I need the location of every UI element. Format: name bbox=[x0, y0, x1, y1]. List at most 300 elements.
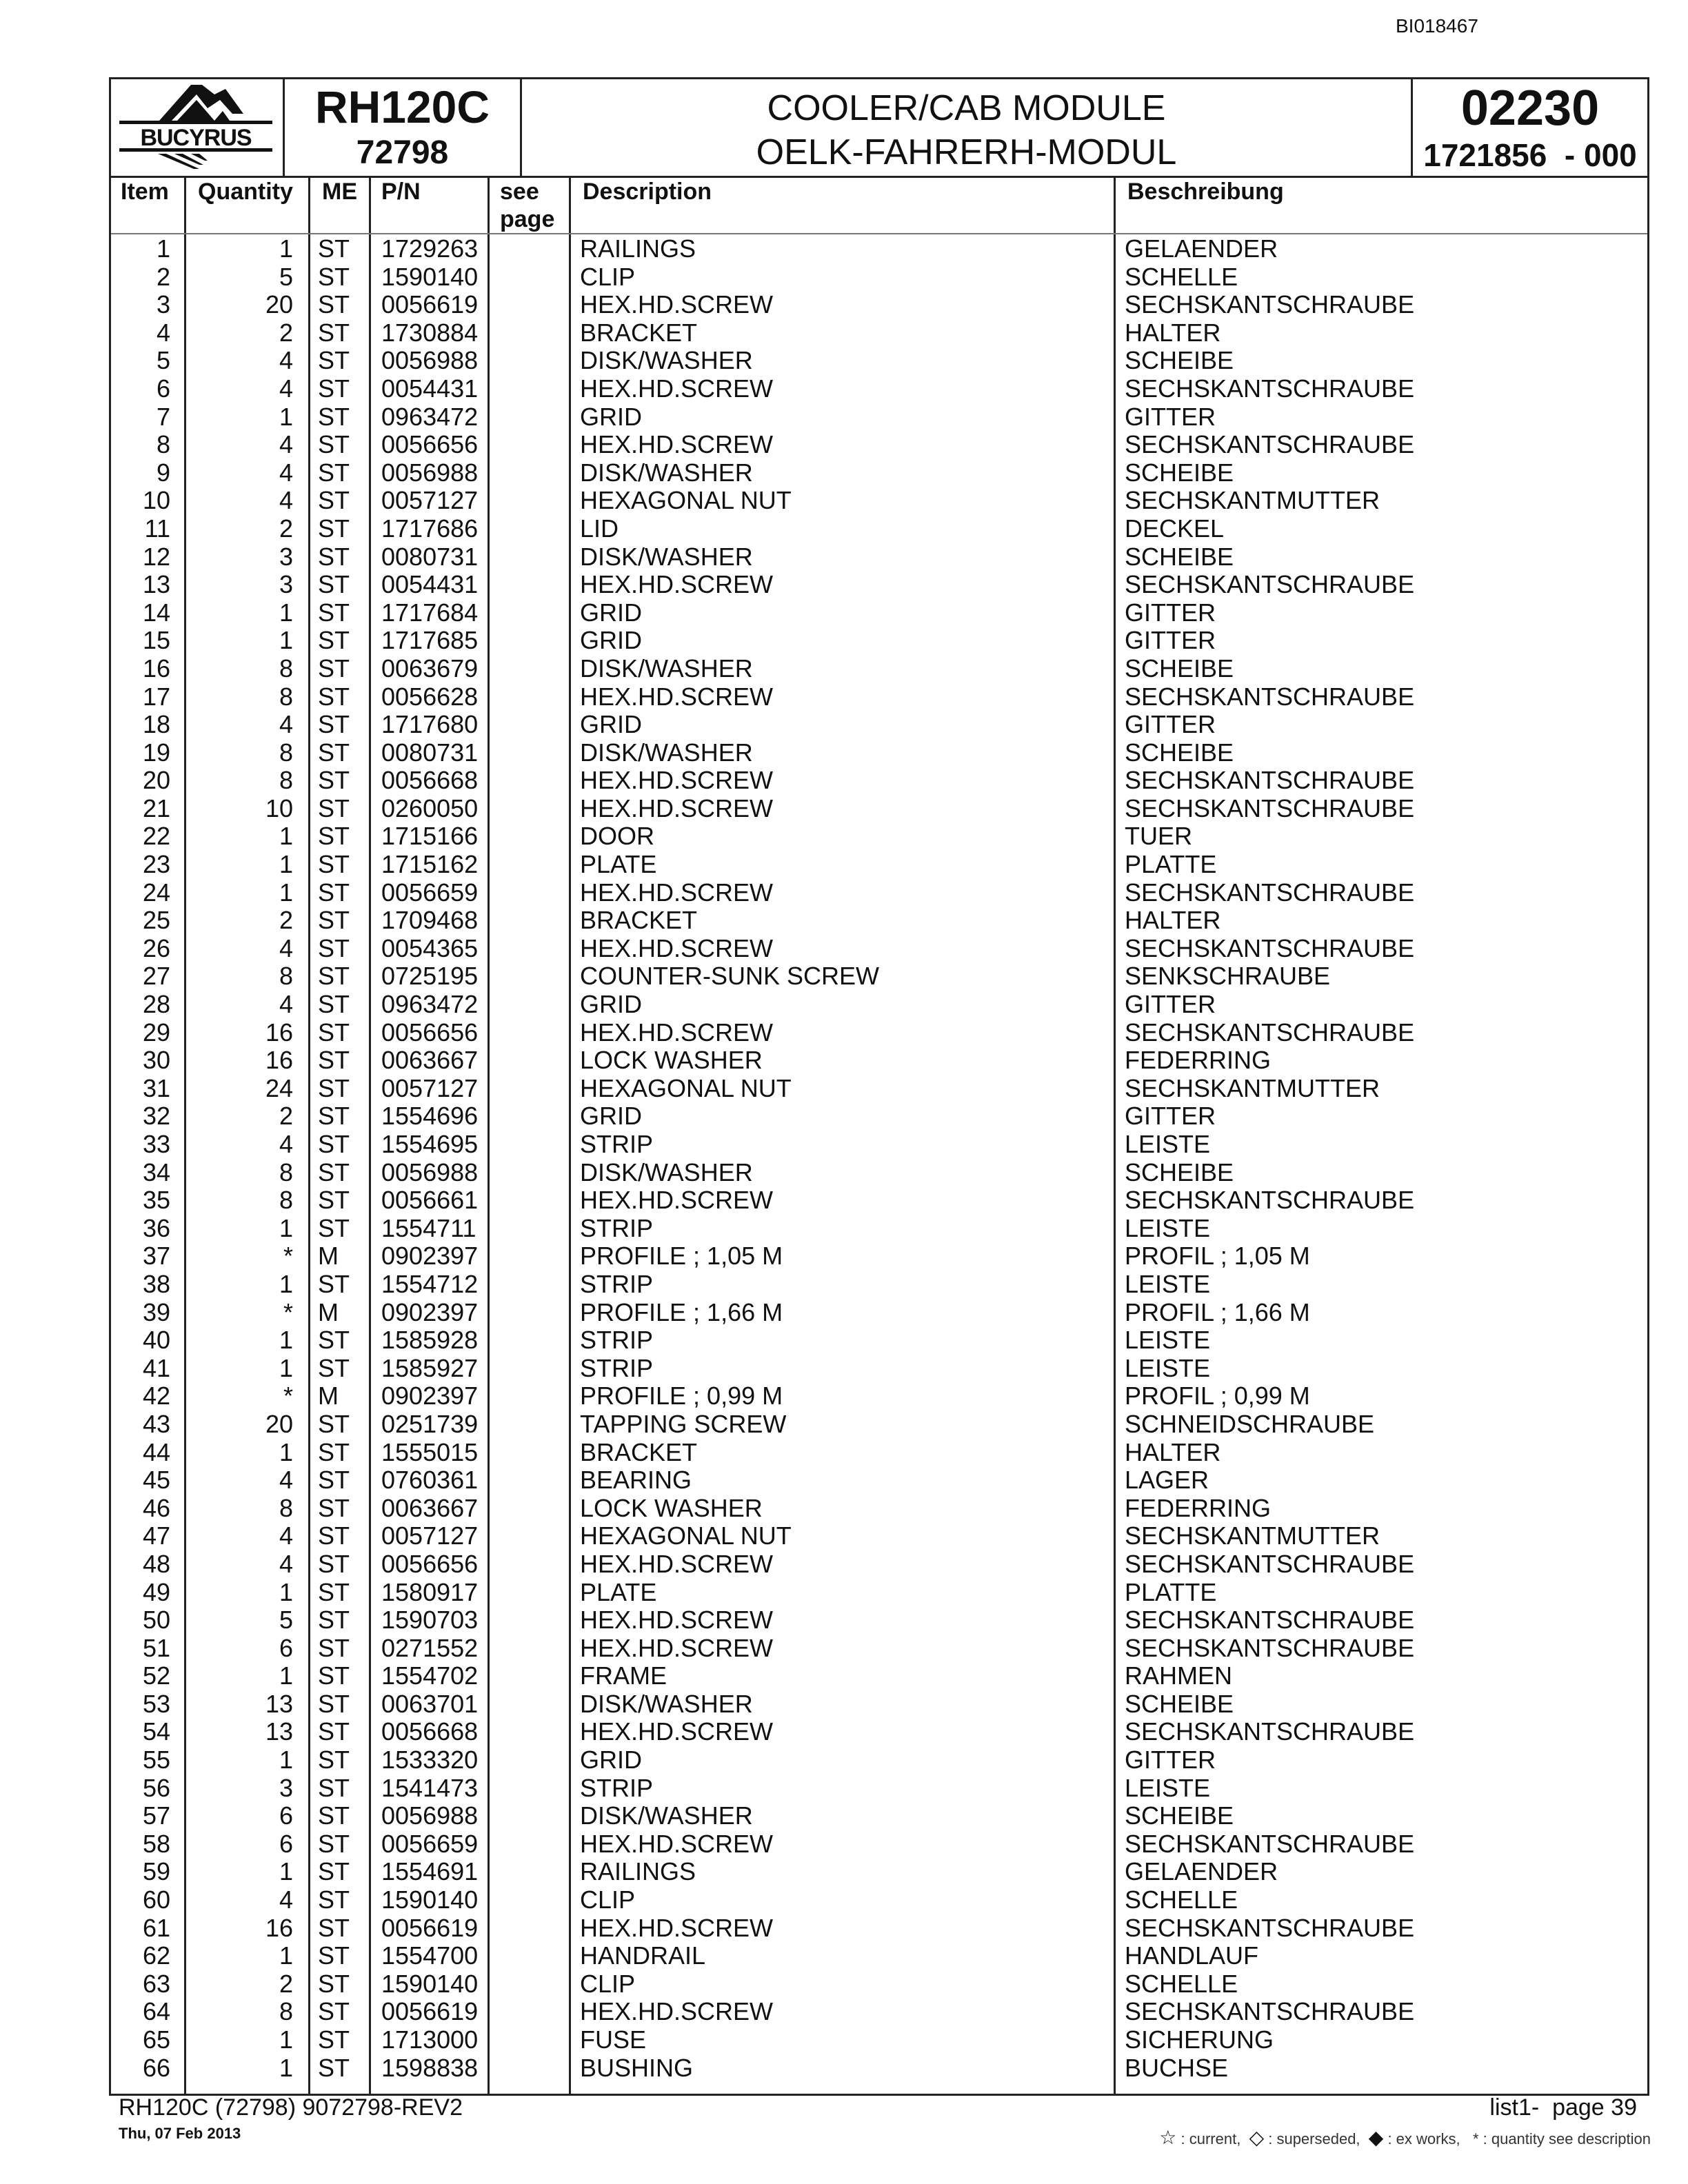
cell-part-number: 1717680 bbox=[381, 710, 479, 739]
cell-description: HEXAGONAL NUT bbox=[580, 486, 792, 515]
cell-quantity: 4 bbox=[279, 1521, 293, 1550]
cell-unit: M bbox=[318, 1297, 339, 1326]
table-row bbox=[111, 1690, 1647, 1719]
cell-beschreibung: SCHEIBE bbox=[1125, 654, 1234, 682]
cell-description: STRIP bbox=[580, 1130, 654, 1158]
table-row bbox=[111, 1326, 1647, 1355]
cell-part-number: 1709468 bbox=[381, 906, 479, 935]
cell-unit: ST bbox=[318, 682, 350, 711]
cell-part-number: 1590140 bbox=[381, 1885, 479, 1914]
cell-unit: ST bbox=[318, 2053, 350, 2082]
cell-part-number: 1554691 bbox=[381, 1857, 479, 1886]
cell-part-number: 1598838 bbox=[381, 2053, 479, 2082]
group-number-cell bbox=[1413, 79, 1647, 176]
cell-unit: ST bbox=[318, 402, 350, 431]
footer-reference: RH120C (72798) 9072798-REV2 bbox=[119, 2094, 463, 2121]
cell-quantity: 16 bbox=[265, 1913, 293, 1942]
header-pn: P/N bbox=[381, 179, 421, 205]
cell-beschreibung: LAGER bbox=[1125, 1466, 1209, 1495]
cell-beschreibung: GITTER bbox=[1125, 710, 1216, 739]
cell-item: 32 bbox=[142, 1102, 170, 1131]
cell-unit: ST bbox=[318, 738, 350, 767]
cell-item: 57 bbox=[142, 1801, 170, 1830]
column-header-row bbox=[111, 178, 1647, 233]
diamond-outline-icon: ◇ bbox=[1249, 2127, 1265, 2148]
cell-description: DOOR bbox=[580, 822, 654, 851]
table-row bbox=[111, 2054, 1647, 2083]
cell-item: 58 bbox=[142, 1829, 170, 1858]
cell-description: DISK/WASHER bbox=[580, 542, 753, 571]
cell-item: 24 bbox=[142, 878, 170, 907]
cell-description: HANDRAIL bbox=[580, 1941, 706, 1970]
cell-unit: ST bbox=[318, 486, 350, 515]
cell-part-number: 0725195 bbox=[381, 962, 479, 991]
cell-description: RAILINGS bbox=[580, 1857, 696, 1886]
cell-beschreibung: SECHSKANTSCHRAUBE bbox=[1125, 878, 1415, 907]
footer-legend bbox=[1159, 2126, 1651, 2149]
cell-unit: ST bbox=[318, 710, 350, 739]
cell-description: BRACKET bbox=[580, 1437, 698, 1466]
cell-part-number: 0056659 bbox=[381, 1829, 479, 1858]
cell-unit: ST bbox=[318, 1269, 350, 1298]
table-row bbox=[111, 1215, 1647, 1243]
table-row bbox=[111, 1522, 1647, 1550]
table-row bbox=[111, 962, 1647, 991]
cell-item: 55 bbox=[142, 1746, 170, 1775]
cell-part-number: 0902397 bbox=[381, 1297, 479, 1326]
cell-unit: ST bbox=[318, 1018, 350, 1046]
legend-quantity-note: : quantity see description bbox=[1483, 2130, 1651, 2147]
cell-unit: ST bbox=[318, 542, 350, 571]
cell-description: PROFILE ; 1,05 M bbox=[580, 1242, 783, 1271]
header-item: Item bbox=[121, 179, 169, 205]
parts-list-frame bbox=[109, 77, 1649, 2096]
table-row bbox=[111, 1382, 1647, 1410]
cell-description: HEX.HD.SCREW bbox=[580, 1633, 774, 1662]
cell-unit: ST bbox=[318, 430, 350, 459]
cell-unit: ST bbox=[318, 1913, 350, 1942]
logo-wordmark: BUCYRUS bbox=[140, 125, 252, 151]
cell-part-number: 1554695 bbox=[381, 1130, 479, 1158]
cell-quantity: 1 bbox=[279, 1941, 293, 1970]
cell-item: 36 bbox=[142, 1213, 170, 1242]
cell-description: STRIP bbox=[580, 1353, 654, 1382]
cell-description: PLATE bbox=[580, 850, 657, 879]
cell-description: HEX.HD.SCREW bbox=[580, 1829, 774, 1858]
cell-item: 48 bbox=[142, 1549, 170, 1578]
title-cell bbox=[522, 79, 1413, 176]
cell-quantity: 2 bbox=[279, 1102, 293, 1131]
cell-item: 9 bbox=[156, 458, 170, 487]
cell-quantity: 1 bbox=[279, 598, 293, 627]
table-row bbox=[111, 515, 1647, 543]
cell-description: HEX.HD.SCREW bbox=[580, 793, 774, 822]
cell-description: HEX.HD.SCREW bbox=[580, 766, 774, 795]
cell-description: PROFILE ; 1,66 M bbox=[580, 1297, 783, 1326]
cell-part-number: 0063701 bbox=[381, 1689, 479, 1718]
footer-page-number: list1- page 39 bbox=[1489, 2094, 1637, 2121]
cell-part-number: 1541473 bbox=[381, 1773, 479, 1802]
cell-description: HEX.HD.SCREW bbox=[580, 933, 774, 962]
table-row bbox=[111, 1355, 1647, 1383]
cell-quantity: 4 bbox=[279, 990, 293, 1019]
cell-item: 19 bbox=[142, 738, 170, 767]
cell-unit: ST bbox=[318, 1606, 350, 1635]
cell-quantity: 1 bbox=[279, 1857, 293, 1886]
title-german: OELK-FAHRERH-MODUL bbox=[756, 132, 1177, 172]
cell-description: CLIP bbox=[580, 262, 636, 291]
legend-ex-works: : ex works, bbox=[1387, 2130, 1460, 2147]
cell-item: 17 bbox=[142, 682, 170, 711]
cell-beschreibung: HALTER bbox=[1125, 1437, 1221, 1466]
cell-unit: ST bbox=[318, 1829, 350, 1858]
table-row bbox=[111, 1662, 1647, 1690]
cell-part-number: 1585928 bbox=[381, 1326, 479, 1355]
cell-item: 47 bbox=[142, 1521, 170, 1550]
cell-description: DISK/WASHER bbox=[580, 1801, 753, 1830]
table-row bbox=[111, 1019, 1647, 1047]
cell-quantity: 13 bbox=[265, 1717, 293, 1746]
cell-beschreibung: SCHEIBE bbox=[1125, 346, 1234, 375]
cell-beschreibung: SECHSKANTSCHRAUBE bbox=[1125, 374, 1415, 403]
cell-unit: ST bbox=[318, 1633, 350, 1662]
cell-unit: ST bbox=[318, 1773, 350, 1802]
cell-part-number: 0056988 bbox=[381, 346, 479, 375]
cell-beschreibung: SCHEIBE bbox=[1125, 1801, 1234, 1830]
cell-unit: ST bbox=[318, 1941, 350, 1970]
cell-quantity: 4 bbox=[279, 1549, 293, 1578]
cell-quantity: * bbox=[283, 1382, 293, 1410]
assembly-part-number: 1721856 - 000 bbox=[1423, 137, 1637, 173]
cell-item: 39 bbox=[142, 1297, 170, 1326]
cell-description: HEX.HD.SCREW bbox=[580, 1997, 774, 2026]
cell-beschreibung: HALTER bbox=[1125, 318, 1221, 347]
cell-description: RAILINGS bbox=[580, 234, 696, 263]
cell-description: LOCK WASHER bbox=[580, 1046, 763, 1075]
cell-part-number: 0080731 bbox=[381, 738, 479, 767]
cell-item: 26 bbox=[142, 933, 170, 962]
legend-quantity-symbol: * bbox=[1472, 2130, 1479, 2147]
cell-part-number: 0063679 bbox=[381, 654, 479, 682]
cell-part-number: 1713000 bbox=[381, 2025, 479, 2054]
table-row bbox=[111, 991, 1647, 1019]
table-row bbox=[111, 1299, 1647, 1327]
table-row bbox=[111, 1914, 1647, 1943]
cell-item: 60 bbox=[142, 1885, 170, 1914]
cell-beschreibung: HALTER bbox=[1125, 906, 1221, 935]
serial-number: 72798 bbox=[356, 134, 449, 171]
table-row bbox=[111, 1858, 1647, 1886]
cell-item: 16 bbox=[142, 654, 170, 682]
cell-beschreibung: SECHSKANTSCHRAUBE bbox=[1125, 682, 1415, 711]
cell-description: HEX.HD.SCREW bbox=[580, 1717, 774, 1746]
cell-beschreibung: SCHEIBE bbox=[1125, 1157, 1234, 1186]
table-row bbox=[111, 263, 1647, 292]
cell-unit: M bbox=[318, 1242, 339, 1271]
cell-unit: M bbox=[318, 1382, 339, 1410]
cell-item: 20 bbox=[142, 766, 170, 795]
table-row bbox=[111, 879, 1647, 907]
cell-quantity: 16 bbox=[265, 1046, 293, 1075]
cell-description: HEX.HD.SCREW bbox=[580, 1186, 774, 1215]
cell-part-number: 1717684 bbox=[381, 598, 479, 627]
cell-part-number: 0056656 bbox=[381, 430, 479, 459]
cell-item: 64 bbox=[142, 1997, 170, 2026]
cell-description: DISK/WASHER bbox=[580, 654, 753, 682]
cell-item: 50 bbox=[142, 1606, 170, 1635]
cell-part-number: 0080731 bbox=[381, 542, 479, 571]
cell-beschreibung: SECHSKANTSCHRAUBE bbox=[1125, 933, 1415, 962]
cell-part-number: 1554700 bbox=[381, 1941, 479, 1970]
cell-beschreibung: SECHSKANTSCHRAUBE bbox=[1125, 1997, 1415, 2026]
cell-item: 29 bbox=[142, 1018, 170, 1046]
cell-description: HEX.HD.SCREW bbox=[580, 1549, 774, 1578]
cell-quantity: 3 bbox=[279, 542, 293, 571]
cell-description: STRIP bbox=[580, 1326, 654, 1355]
cell-item: 15 bbox=[142, 626, 170, 655]
cell-part-number: 1555015 bbox=[381, 1437, 479, 1466]
cell-part-number: 0056619 bbox=[381, 1913, 479, 1942]
cell-description: GRID bbox=[580, 598, 642, 627]
cell-quantity: 4 bbox=[279, 374, 293, 403]
cell-unit: ST bbox=[318, 1353, 350, 1382]
cell-beschreibung: SECHSKANTSCHRAUBE bbox=[1125, 1606, 1415, 1635]
cell-quantity: 8 bbox=[279, 682, 293, 711]
cell-item: 43 bbox=[142, 1409, 170, 1438]
cell-description: HEX.HD.SCREW bbox=[580, 1913, 774, 1942]
cell-quantity: 1 bbox=[279, 1353, 293, 1382]
cell-unit: ST bbox=[318, 1073, 350, 1102]
cell-description: FUSE bbox=[580, 2025, 647, 2054]
cell-part-number: 0056656 bbox=[381, 1018, 479, 1046]
cell-beschreibung: GITTER bbox=[1125, 598, 1216, 627]
cell-part-number: 1554712 bbox=[381, 1269, 479, 1298]
cell-beschreibung: PROFIL ; 1,05 M bbox=[1125, 1242, 1310, 1271]
cell-beschreibung: PLATTE bbox=[1125, 1577, 1217, 1606]
table-row bbox=[111, 403, 1647, 432]
table-row bbox=[111, 683, 1647, 711]
cell-item: 10 bbox=[142, 486, 170, 515]
cell-item: 65 bbox=[142, 2025, 170, 2054]
cell-part-number: 0963472 bbox=[381, 402, 479, 431]
cell-quantity: 2 bbox=[279, 514, 293, 543]
cell-part-number: 0056628 bbox=[381, 682, 479, 711]
cell-part-number: 0056659 bbox=[381, 878, 479, 907]
cell-quantity: 4 bbox=[279, 346, 293, 375]
cell-quantity: 1 bbox=[279, 626, 293, 655]
cell-description: HEX.HD.SCREW bbox=[580, 290, 774, 319]
cell-beschreibung: SECHSKANTMUTTER bbox=[1125, 1521, 1380, 1550]
cell-part-number: 1554696 bbox=[381, 1102, 479, 1131]
cell-item: 63 bbox=[142, 1969, 170, 1998]
cell-beschreibung: SCHEIBE bbox=[1125, 738, 1234, 767]
table-row bbox=[111, 1830, 1647, 1859]
cell-unit: ST bbox=[318, 850, 350, 879]
cell-quantity: 13 bbox=[265, 1689, 293, 1718]
cell-part-number: 1717686 bbox=[381, 514, 479, 543]
cell-item: 45 bbox=[142, 1466, 170, 1495]
cell-unit: ST bbox=[318, 458, 350, 487]
cell-part-number: 1590703 bbox=[381, 1606, 479, 1635]
table-row bbox=[111, 1579, 1647, 1607]
cell-part-number: 0056619 bbox=[381, 290, 479, 319]
cell-item: 33 bbox=[142, 1130, 170, 1158]
cell-item: 13 bbox=[142, 570, 170, 599]
cell-beschreibung: SECHSKANTSCHRAUBE bbox=[1125, 1018, 1415, 1046]
cell-unit: ST bbox=[318, 290, 350, 319]
cell-part-number: 1717685 bbox=[381, 626, 479, 655]
cell-unit: ST bbox=[318, 318, 350, 347]
table-row bbox=[111, 1410, 1647, 1439]
cell-quantity: 20 bbox=[265, 290, 293, 319]
cell-description: DISK/WASHER bbox=[580, 1157, 753, 1186]
cell-part-number: 1533320 bbox=[381, 1746, 479, 1775]
cell-beschreibung: SENKSCHRAUBE bbox=[1125, 962, 1331, 991]
title-english: COOLER/CAB MODULE bbox=[767, 88, 1166, 128]
cell-quantity: 8 bbox=[279, 738, 293, 767]
table-row bbox=[111, 459, 1647, 487]
cell-quantity: 20 bbox=[265, 1409, 293, 1438]
cell-part-number: 0056668 bbox=[381, 766, 479, 795]
cell-part-number: 1730884 bbox=[381, 318, 479, 347]
cell-description: STRIP bbox=[580, 1213, 654, 1242]
cell-item: 23 bbox=[142, 850, 170, 879]
model-cell bbox=[285, 79, 522, 176]
cell-beschreibung: GITTER bbox=[1125, 990, 1216, 1019]
cell-item: 53 bbox=[142, 1689, 170, 1718]
cell-beschreibung: SECHSKANTSCHRAUBE bbox=[1125, 1186, 1415, 1215]
cell-quantity: 8 bbox=[279, 1157, 293, 1186]
cell-item: 61 bbox=[142, 1913, 170, 1942]
cell-item: 4 bbox=[156, 318, 170, 347]
cell-item: 52 bbox=[142, 1661, 170, 1690]
cell-beschreibung: SCHEIBE bbox=[1125, 458, 1234, 487]
cell-description: STRIP bbox=[580, 1269, 654, 1298]
table-row bbox=[111, 907, 1647, 935]
table-row bbox=[111, 1775, 1647, 1803]
cell-unit: ST bbox=[318, 1717, 350, 1746]
table-row bbox=[111, 1942, 1647, 1970]
cell-description: GRID bbox=[580, 1102, 642, 1131]
cell-quantity: 1 bbox=[279, 1269, 293, 1298]
cell-description: DISK/WASHER bbox=[580, 738, 753, 767]
cell-unit: ST bbox=[318, 1549, 350, 1578]
cell-quantity: 8 bbox=[279, 766, 293, 795]
table-row bbox=[111, 627, 1647, 655]
cell-description: CLIP bbox=[580, 1969, 636, 1998]
cell-beschreibung: SCHELLE bbox=[1125, 1885, 1238, 1914]
cell-quantity: 6 bbox=[279, 1633, 293, 1662]
cell-unit: ST bbox=[318, 654, 350, 682]
cell-item: 12 bbox=[142, 542, 170, 571]
cell-beschreibung: LEISTE bbox=[1125, 1353, 1211, 1382]
cell-quantity: 4 bbox=[279, 458, 293, 487]
cell-beschreibung: SECHSKANTSCHRAUBE bbox=[1125, 430, 1415, 459]
cell-unit: ST bbox=[318, 1885, 350, 1914]
cell-quantity: 1 bbox=[279, 234, 293, 263]
cell-item: 44 bbox=[142, 1437, 170, 1466]
cell-item: 42 bbox=[142, 1382, 170, 1410]
cell-quantity: 4 bbox=[279, 1466, 293, 1495]
table-row bbox=[111, 1466, 1647, 1495]
cell-unit: ST bbox=[318, 1997, 350, 2026]
cell-part-number: 1590140 bbox=[381, 1969, 479, 1998]
cell-beschreibung: GITTER bbox=[1125, 1746, 1216, 1775]
cell-description: DISK/WASHER bbox=[580, 1689, 753, 1718]
cell-quantity: 1 bbox=[279, 2053, 293, 2082]
table-row bbox=[111, 235, 1647, 263]
cell-beschreibung: GELAENDER bbox=[1125, 234, 1278, 263]
cell-description: HEX.HD.SCREW bbox=[580, 1606, 774, 1635]
diamond-filled-icon: ◆ bbox=[1368, 2127, 1384, 2148]
cell-unit: ST bbox=[318, 1689, 350, 1718]
cell-beschreibung: SCHEIBE bbox=[1125, 542, 1234, 571]
cell-item: 18 bbox=[142, 710, 170, 739]
cell-part-number: 0056661 bbox=[381, 1186, 479, 1215]
cell-beschreibung: LEISTE bbox=[1125, 1213, 1211, 1242]
cell-part-number: 0063667 bbox=[381, 1493, 479, 1522]
cell-description: FRAME bbox=[580, 1661, 667, 1690]
table-row bbox=[111, 1159, 1647, 1187]
cell-quantity: 1 bbox=[279, 1661, 293, 1690]
table-row bbox=[111, 1635, 1647, 1663]
cell-item: 1 bbox=[156, 234, 170, 263]
cell-item: 46 bbox=[142, 1493, 170, 1522]
table-row bbox=[111, 1746, 1647, 1775]
cell-beschreibung: SECHSKANTMUTTER bbox=[1125, 486, 1380, 515]
cell-beschreibung: SECHSKANTSCHRAUBE bbox=[1125, 766, 1415, 795]
cell-beschreibung: TUER bbox=[1125, 822, 1192, 851]
cell-description: CLIP bbox=[580, 1885, 636, 1914]
cell-beschreibung: SECHSKANTSCHRAUBE bbox=[1125, 1829, 1415, 1858]
cell-description: LID bbox=[580, 514, 619, 543]
cell-part-number: 0056988 bbox=[381, 1801, 479, 1830]
cell-unit: ST bbox=[318, 1186, 350, 1215]
cell-beschreibung: SCHELLE bbox=[1125, 262, 1238, 291]
cell-beschreibung: PROFIL ; 0,99 M bbox=[1125, 1382, 1310, 1410]
cell-quantity: 1 bbox=[279, 1326, 293, 1355]
legend-current: : current, bbox=[1180, 2130, 1241, 2147]
table-row bbox=[111, 291, 1647, 319]
cell-part-number: 0260050 bbox=[381, 793, 479, 822]
cell-unit: ST bbox=[318, 514, 350, 543]
cell-part-number: 0057127 bbox=[381, 1521, 479, 1550]
cell-quantity: 1 bbox=[279, 402, 293, 431]
cell-beschreibung: LEISTE bbox=[1125, 1269, 1211, 1298]
cell-unit: ST bbox=[318, 598, 350, 627]
cell-item: 27 bbox=[142, 962, 170, 991]
cell-item: 37 bbox=[142, 1242, 170, 1271]
cell-quantity: 3 bbox=[279, 1773, 293, 1802]
header-see: see bbox=[500, 179, 539, 205]
cell-description: PLATE bbox=[580, 1577, 657, 1606]
cell-part-number: 0057127 bbox=[381, 1073, 479, 1102]
cell-item: 30 bbox=[142, 1046, 170, 1075]
cell-quantity: 8 bbox=[279, 654, 293, 682]
cell-beschreibung: LEISTE bbox=[1125, 1130, 1211, 1158]
cell-part-number: 1580917 bbox=[381, 1577, 479, 1606]
cell-quantity: 16 bbox=[265, 1018, 293, 1046]
cell-quantity: 4 bbox=[279, 1885, 293, 1914]
cell-item: 5 bbox=[156, 346, 170, 375]
table-row bbox=[111, 1606, 1647, 1635]
cell-beschreibung: SECHSKANTSCHRAUBE bbox=[1125, 290, 1415, 319]
cell-quantity: 4 bbox=[279, 933, 293, 962]
cell-part-number: 1715166 bbox=[381, 822, 479, 851]
cell-part-number: 0271552 bbox=[381, 1633, 479, 1662]
cell-quantity: 1 bbox=[279, 1746, 293, 1775]
cell-quantity: 1 bbox=[279, 1437, 293, 1466]
